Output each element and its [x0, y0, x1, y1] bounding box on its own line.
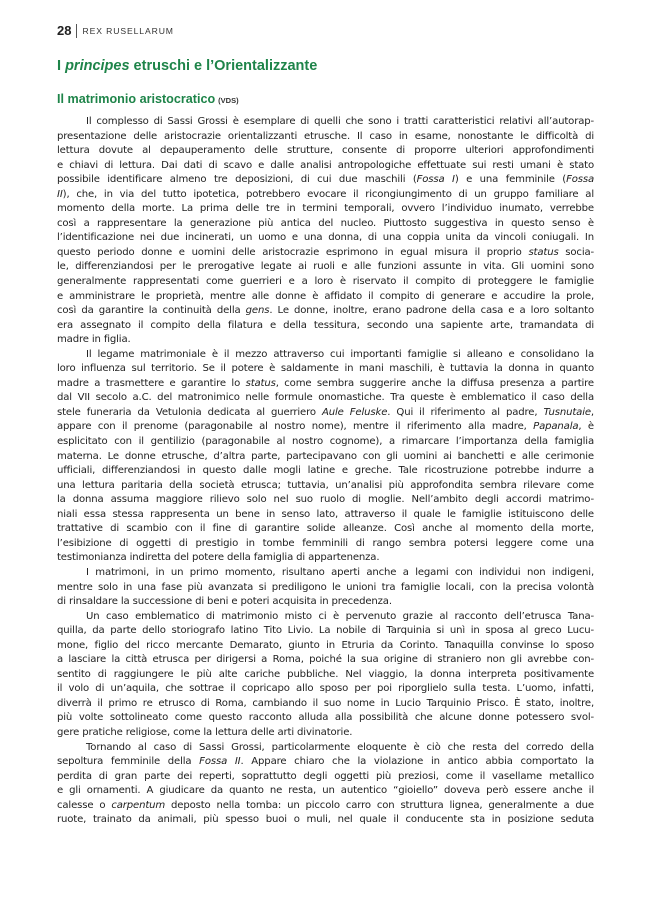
text-line: così da garantire la continuità della gens. Le donne, inoltre, erano padrone della casa e a loro soltanto: [57, 305, 594, 317]
subsection-title-text: Il matrimonio aristocratico: [57, 92, 216, 106]
text-line: il volo di un’aquila, che sottrae il copricapo allo sposo per poi riporglielo sulla testa. L’uomo, infatti,: [57, 683, 594, 695]
text-line: calesse o carpentum deposto nella tomba: un piccolo carro con struttura lignea, generalmente a due: [57, 799, 594, 811]
text-line: materna. Le donne etrusche, d’altra parte, partecipavano con gli uomini ai banchetti e alle cerimonie: [57, 450, 594, 462]
text-line: dal VII secolo a.C. del matronimico nelle formule onomastiche. Tra queste è emblematico il caso della: [57, 392, 594, 404]
text-line: così a rappresentare la generazione più antica del nucleo. Piuttosto suggestiva in questo senso è: [57, 217, 594, 229]
page-number: 28: [57, 24, 77, 38]
text-line: II), che, in via del tutto ipotetica, potrebbero evocare il ricongiungimento di un gruppo familiare al: [57, 188, 594, 200]
text-line: ruote, trainato da animali, più spesso buoi o muli, nel quale il conducente sta in posizione seduta: [57, 814, 594, 826]
text-line: loro influenza sul territorio. Se il potere è saldamente in mani maschili, è tuttavia la donna in quanto: [57, 363, 594, 375]
text-line: Tornando al caso di Sassi Grossi, particolarmente eloquente è ciò che resta del corredo della: [86, 741, 594, 753]
text-line: diverrà il primo re etrusco di Roma, cambiando il suo nome in Lucio Tarquinio Prisco. È stato, inoltre,: [57, 697, 594, 709]
text-line: stele funeraria da Vetulonia dedicata al guerriero Aule Feluske. Qui il riferimento al padre, Tusnutaie,: [57, 406, 594, 418]
body-text: [57, 115, 594, 828]
text-line: l’identificazione nei due incinerati, un uomo e una donna, di una coppia unita da vincoli coniugali. In: [57, 232, 594, 244]
text-line: madre in figlia.: [57, 334, 131, 346]
text-line: appare con il prenome (paragonabile al nostro nome), mentre il riferimento alla madre, Papanala, è: [57, 421, 594, 433]
section-title-italic: principes: [65, 58, 130, 74]
text-line: madre a trasmettere e garantire lo status, come sembra suggerire anche la diffusa presenza a partire: [57, 377, 594, 389]
text-line: sentito di raggiungere le più alte cariche pubbliche. Nel viaggio, la donna interpreta positivamente: [57, 668, 594, 680]
text-line: Il complesso di Sassi Grossi è esemplare di quelli che sono i tratti caratteristici relativi all’autorap-: [86, 116, 594, 127]
text-line: l’esibizione di oggetti di prestigio in tombe femminili di rango sembra potersi leggere come una: [57, 537, 594, 549]
text-line: sepoltura femminile della Fossa II. Appare chiaro che la violazione in antico abbia comportato la: [57, 756, 594, 768]
text-line: più volte sottolineato come questo racconto alluda alla possibilità che alcune donne potessero svol-: [57, 712, 594, 724]
text-line: e amministrare le proprietà, mentre alle donne è affidato il compito di generare e accudire la prole,: [57, 290, 594, 302]
text-line: a lasciare la città etrusca per dirigersi a Roma, poiché la sua origine di straniero non gli avrebbe con-: [57, 654, 594, 666]
text-line: Un caso emblematico di matrimonio misto ci è pervenuto grazie al racconto dell’etrusca Tana-: [86, 610, 594, 622]
text-line: e chiavi di lettura. Dai dati di scavo e dalle analisi antropologiche effettuate sui resti umani è stato: [57, 159, 594, 171]
text-line: testimonianza indiretta del potere della famiglia di appartenenza.: [57, 552, 380, 564]
text-line: mentre solo in una fase più avanzata si prediligono le unioni tra famiglie locali, con la precisa volontà: [57, 581, 594, 593]
text-line: Il legame matrimoniale è il mezzo attraverso cui importanti famiglie si alleano e consolidano la: [86, 348, 594, 360]
text-line: questo periodo donne e uomini delle aristocrazie esprimono in egual misura il proprio status socia-: [57, 246, 594, 258]
text-line: la donna assuma maggiore rilievo solo nel suo ruolo di moglie. Nell’ambito degli accordi matrimo-: [57, 494, 594, 506]
text-line: esplicitato con il gentilizio (paragonabile al nostro cognome), a rimarcare l’importanza della famiglia: [57, 436, 594, 448]
text-line: presentazione delle aristocrazie orientalizzanti etrusche. Il caso in esame, nonostante le difficoltà di: [57, 130, 594, 142]
subsection-title: [57, 92, 239, 106]
text-line: era assegnato il compito della filatura e della tessitura, secondo una sapiente arte, tramandata di: [57, 319, 594, 331]
text-line: ufficiali, differenziandosi in questo dalle mogli latine e greche. Tale ricostruzione potrebbe indurre a: [57, 465, 594, 477]
text-line: possibile identificare almeno tre deposizioni, di cui due maschili (Fossa I) e una femminile (Fossa: [57, 174, 594, 186]
text-line: e gli ornamenti. A giudicare da quanto ne resta, un autentico “gioiello” doveva però essere anche il: [57, 785, 594, 797]
text-line: mone, figlio del ricco mercante Demarato, giunto in Etruria da Corinto. Tanaquilla convinse lo sposo: [57, 639, 594, 651]
section-title: [57, 58, 317, 74]
text-line: niali essa stessa rappresenta un bene in senso lato, attraverso il quale le famiglie istituiscono delle: [57, 508, 594, 520]
text-line: le, differenziandosi per le prerogative legate ai ruoli e alle funzioni assunte in vita. Gli uomini sono: [57, 261, 594, 273]
page-header: [57, 24, 174, 38]
text-line: trattative di scambio con il fine di garantire solide alleanze. Così anche al momento della morte,: [57, 523, 594, 535]
text-line: di rinsaldare la successione di beni e poteri acquisita in precedenza.: [57, 596, 392, 608]
author-initials: (VDS): [218, 96, 239, 105]
section-title-suffix: etruschi e l’Orientalizzante: [129, 58, 318, 74]
section-title-prefix: I: [57, 58, 66, 74]
text-line: lettura dovute al depauperamento delle strutture, consente di proporre ulteriori approfondimenti: [57, 145, 594, 157]
running-title: REX RUSELLARUM: [82, 26, 174, 36]
text-line: quilla, da parte dello storiografo latino Tito Livio. La nobile di Tarquinia si unì in sposa al greco Lucu-: [57, 625, 594, 637]
text-line: momento della morte. La prima delle tre in termini temporali, ovvero l’individuo inumato, verrebbe: [57, 203, 594, 215]
text-line: gere pratiche religiose, come la lettura delle arti divinatorie.: [57, 726, 353, 738]
text-line: una lettura paritaria della società etrusca; tuttavia, un’analisi più approfondita sembra rilevare come: [57, 479, 594, 491]
text-line: I matrimoni, in un primo momento, risultano aperti anche a legami con individui non indigeni,: [86, 566, 594, 578]
text-line: perdita di gran parte dei reperti, soprattutto degli oggetti più preziosi, come il vasellame metallico: [57, 770, 594, 782]
text-line: generalmente rappresentati come guerrieri e a loro è riservato il compito di proteggere le famiglie: [57, 276, 594, 288]
